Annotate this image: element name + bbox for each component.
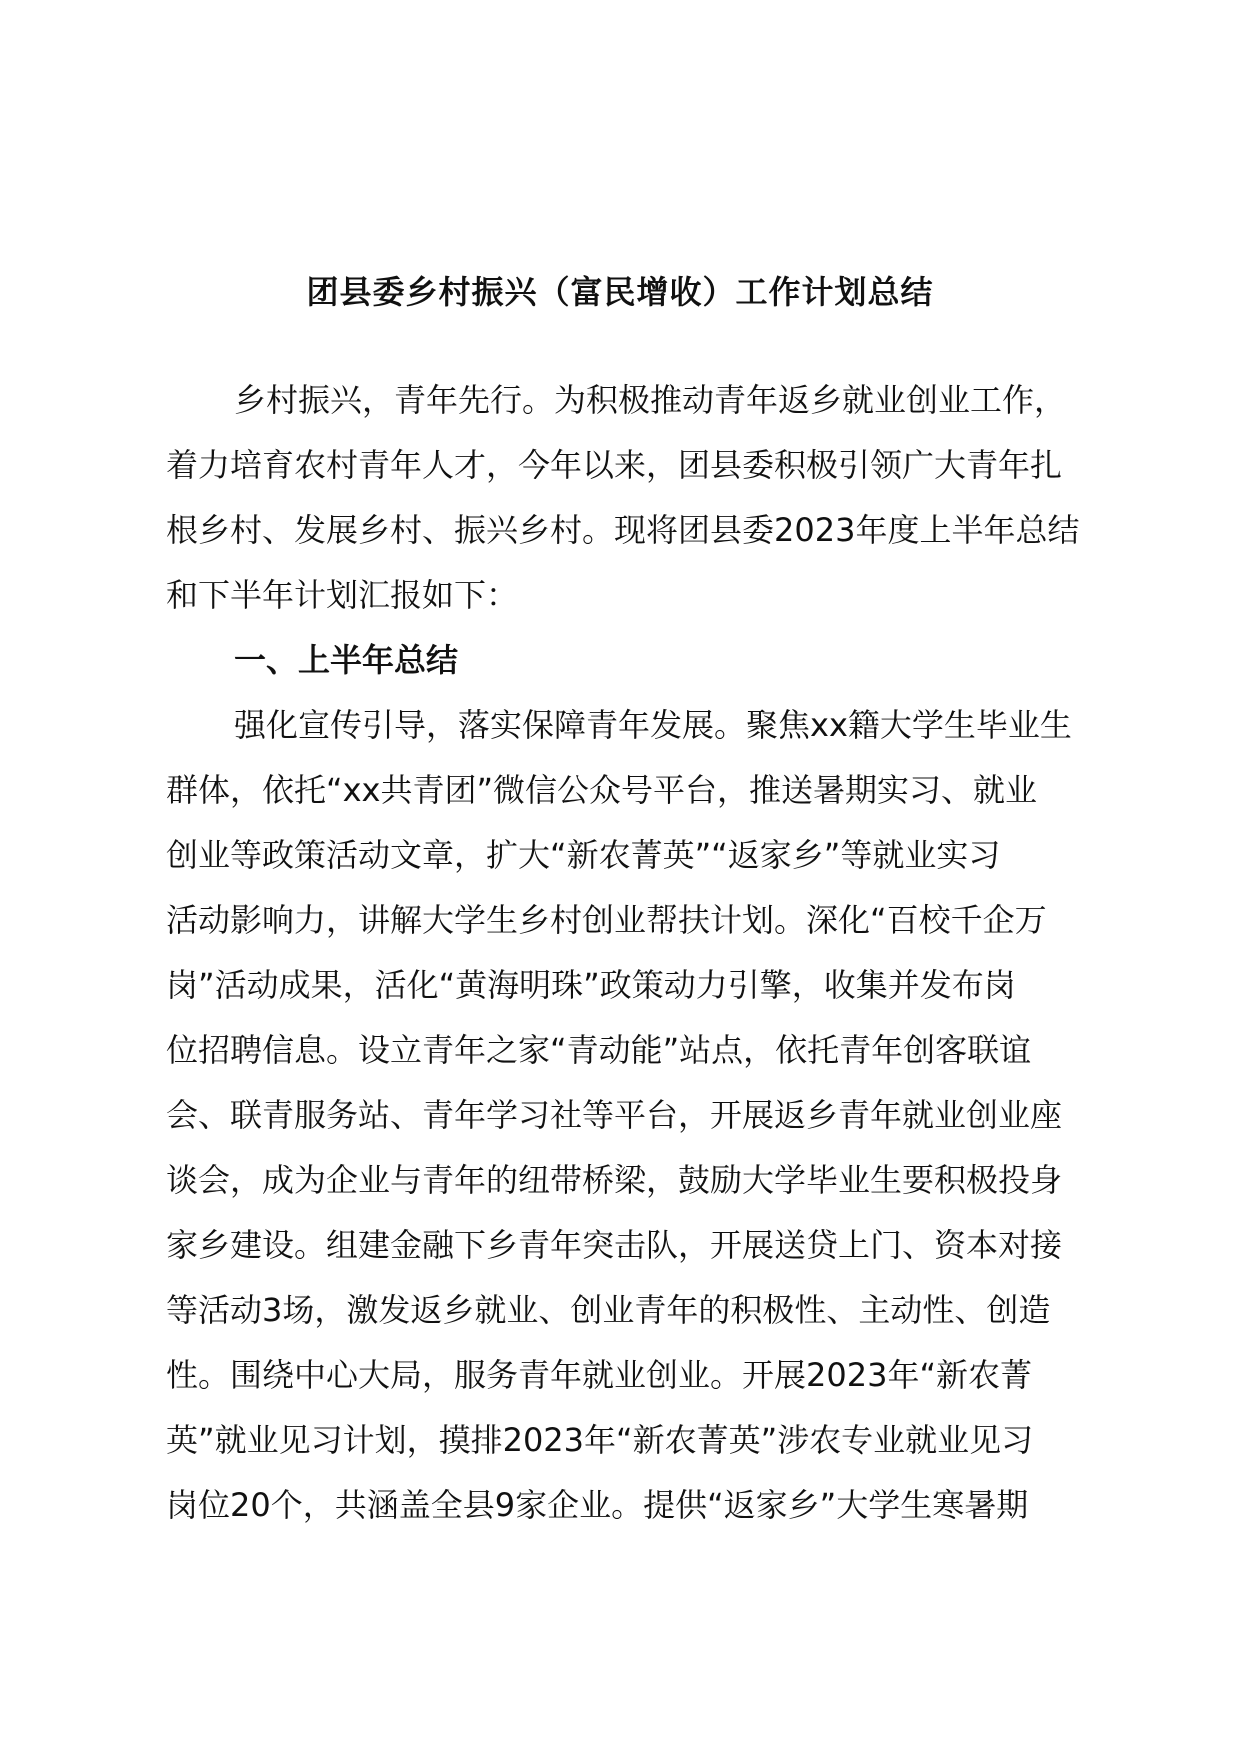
paragraph-line: 和下半年计划汇报如下： bbox=[166, 576, 519, 614]
paragraph-line: 家乡建设。组建金融下乡青年突击队，开展送贷上门、资本对接 bbox=[166, 1226, 1063, 1264]
paragraph-line: 会、联青服务站、青年学习社等平台，开展返乡青年就业创业座 bbox=[166, 1096, 1063, 1134]
document-title: 团县委乡村振兴（富民增收）工作计划总结 bbox=[306, 273, 934, 311]
paragraph-line: 岗”活动成果，活化“黄海明珠”政策动力引擎，收集并发布岗 bbox=[166, 966, 1016, 1004]
paragraph-line: 强化宣传引导，落实保障青年发展。聚焦xx籍大学生毕业生 bbox=[234, 706, 1072, 744]
paragraph-line: 等活动3场，激发返乡就业、创业青年的积极性、主动性、创造 bbox=[166, 1291, 1051, 1329]
paragraph-line: 根乡村、发展乡村、振兴乡村。现将团县委2023年度上半年总结 bbox=[166, 511, 1080, 549]
document-body bbox=[166, 368, 1126, 1538]
paragraph-line: 岗位20个，共涵盖全县9家企业。提供“返家乡”大学生寒暑期 bbox=[166, 1486, 1029, 1524]
paragraph-line: 谈会，成为企业与青年的纽带桥梁，鼓励大学毕业生要积极投身 bbox=[166, 1161, 1063, 1199]
section-heading: 一、上半年总结 bbox=[234, 641, 459, 679]
paragraph-line: 创业等政策活动文章，扩大“新农菁英”“返家乡”等就业实习 bbox=[166, 836, 1001, 874]
paragraph-line: 活动影响力，讲解大学生乡村创业帮扶计划。深化“百校千企万 bbox=[166, 901, 1047, 939]
paragraph-line: 位招聘信息。设立青年之家“青动能”站点，依托青年创客联谊 bbox=[166, 1031, 1032, 1069]
paragraph-line: 群体，依托“xx共青团”微信公众号平台，推送暑期实习、就业 bbox=[166, 771, 1038, 809]
paragraph-line: 乡村振兴，青年先行。为积极推动青年返乡就业创业工作， bbox=[234, 381, 1067, 419]
paragraph-line: 着力培育农村青年人才，今年以来，团县委积极引领广大青年扎 bbox=[166, 446, 1063, 484]
paragraph-line: 性。围绕中心大局，服务青年就业创业。开展2023年“新农菁 bbox=[166, 1356, 1033, 1394]
paragraph-line: 英”就业见习计划，摸排2023年“新农菁英”涉农专业就业见习 bbox=[166, 1421, 1034, 1459]
